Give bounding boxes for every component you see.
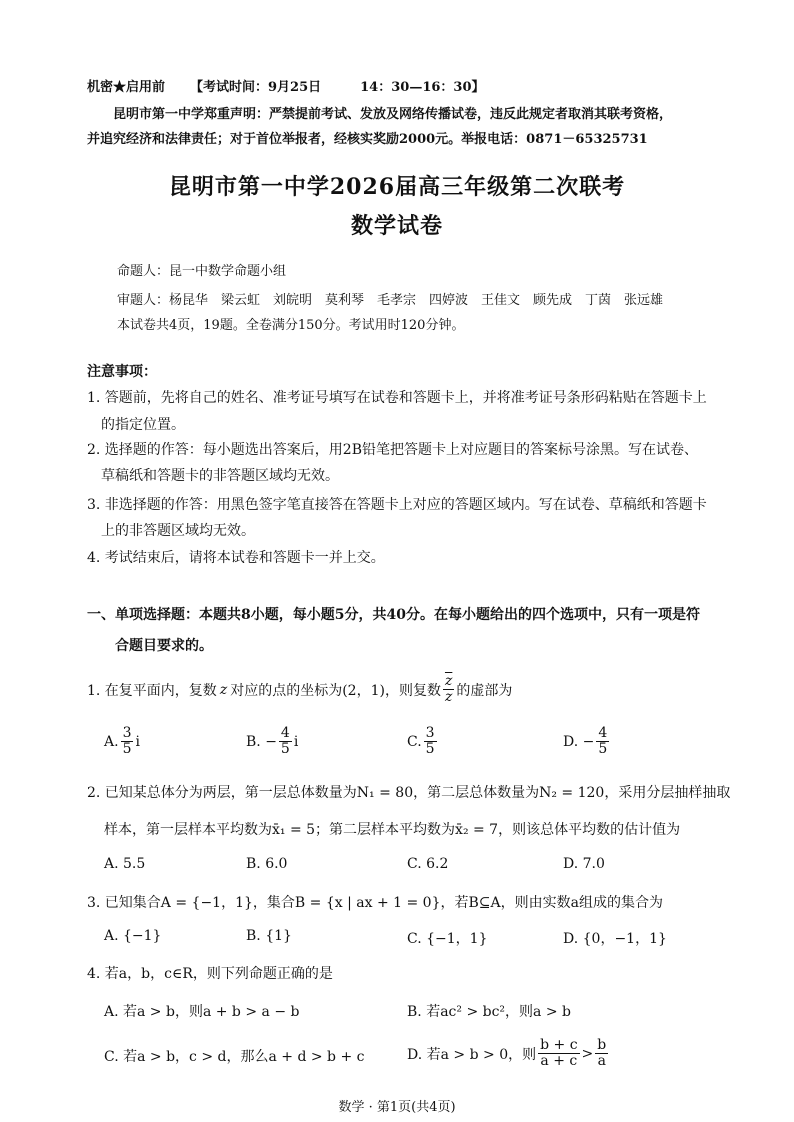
q1-d-fraction: [596, 726, 609, 758]
q1-fraction: [443, 674, 454, 706]
question-2-line-1: 2. 已知某总体分为两层，第一层总体数量为N₁ = 80，第二层总体数量为N₂ = 120，采用分层抽样抽取: [87, 785, 731, 801]
page-footer: 数学 · 第1页(共4页): [338, 1100, 456, 1115]
q1-option-b: [246, 726, 298, 758]
note-3-line-2: 上的非答题区域均无效。: [101, 523, 255, 539]
note-2-line-1: 2. 选择题的作答：每小题选出答案后，用2B铅笔把答题卡上对应题目的答案标号涂黑。写在试卷、: [87, 442, 699, 458]
q2-option-b: B. 6.0: [246, 856, 288, 872]
reviewers-line: 审题人：杨昆华 梁云虹 刘皖明 莫利琴 毛孝宗 四婷波 王佳文 顾先成 丁茵 张远雄: [117, 293, 664, 308]
num: 4: [280, 725, 290, 741]
notice-line-1: 昆明市第一中学郑重声明：严禁提前考试、发放及网络传播试卷，违反此规定者取消其联考资格，: [113, 107, 673, 122]
q4-d-fraction-2: [595, 1038, 608, 1070]
q2-option-d: D. 7.0: [563, 856, 605, 872]
q3-option-b: B. {1}: [246, 928, 292, 944]
note-2-line-2: 草稿纸和答题卡的非答题区域均无效。: [101, 468, 339, 484]
den: 5: [598, 741, 608, 758]
note-1-line-2: 的指定位置。: [101, 417, 185, 433]
q1-b-fraction: [279, 726, 292, 758]
q4-option-c: C. 若a > b，c > d，那么a + d > b + c: [104, 1049, 365, 1065]
q4-option-d: [407, 1038, 610, 1070]
num: 3: [425, 725, 435, 741]
q4-option-a: A. 若a > b，则a + b > a − b: [104, 1004, 300, 1020]
q1-c-fraction: [424, 726, 437, 758]
option-label: D. −: [563, 733, 595, 750]
num: b + c: [540, 1037, 578, 1053]
q2-option-c: C. 6.2: [407, 856, 449, 872]
q3-option-d: D. {0，−1，1}: [563, 931, 667, 947]
option-label: B. −: [246, 733, 277, 750]
q1-stem-a: 1. 在复平面内，复数: [87, 682, 217, 699]
note-1-line-1: 1. 答题前，先将自己的姓名、准考证号填写在试卷和答题卡上，并将准考证号条形码粘贴在答题卡上: [87, 390, 707, 406]
q3-option-a: A. {−1}: [104, 928, 162, 944]
den: a: [597, 1053, 606, 1070]
q1-var-z: z: [219, 681, 228, 698]
note-4: 4. 考试结束后，请将本试卷和答题卡一并上交。: [87, 550, 385, 566]
q4-d-fraction-1: [538, 1038, 579, 1070]
num: b: [597, 1037, 607, 1053]
imag-unit: i: [135, 733, 140, 750]
num: 4: [598, 725, 608, 741]
section-1-line-1: 一、单项选择题：本题共8小题，每小题5分，共40分。在每小题给出的四个选项中，只有一项是符: [87, 607, 700, 623]
greater-than: >: [581, 1045, 594, 1062]
den: 5: [280, 741, 290, 758]
q1-option-a: [104, 726, 140, 758]
confidential-label: 机密★启用前: [87, 80, 166, 95]
imag-unit: i: [293, 733, 299, 750]
q1-option-c: [407, 726, 439, 758]
q1-stem-b: 对应的点的坐标为(2，1)，则复数: [230, 682, 441, 699]
question-3-stem: 3. 已知集合A = {−1，1}，集合B = {x | ax + 1 = 0}，若B⊆A，则由实数a组成的集合为: [87, 895, 663, 911]
q4-d-pre: D. 若a > b > 0，则: [407, 1046, 537, 1063]
section-1-line-2: 合题目要求的。: [115, 638, 213, 654]
notes-heading: 注意事项：: [87, 364, 157, 380]
notice-line-2: 并追究经济和法律责任；对于首位举报者，经核实奖励2000元。举报电话：0871－65325731: [87, 132, 648, 147]
den: 5: [425, 741, 435, 758]
q1-fraction-den: z: [444, 689, 453, 706]
exam-title: 昆明市第一中学2026届高三年级第二次联考: [168, 174, 626, 200]
exam-subtitle: 数学试卷: [350, 213, 443, 239]
q1-option-d: [563, 726, 611, 758]
exam-time: 【考试时间：9月25日 14：30—16：30】: [190, 80, 485, 95]
q1-a-fraction: [121, 726, 134, 758]
note-3-line-1: 3. 非选择题的作答：用黑色签字笔直接答在答题卡上对应的答题区域内。写在试卷、草稿纸和答题卡: [87, 497, 707, 513]
q4-option-b: B. 若ac² > bc²，则a > b: [407, 1004, 571, 1020]
den: a + c: [540, 1053, 578, 1070]
den: 5: [122, 741, 132, 758]
exam-info: 本试卷共4页，19题。全卷满分150分。考试用时120分钟。: [117, 318, 465, 333]
q2-option-a: A. 5.5: [104, 856, 146, 872]
question-2-line-2: 样本，第一层样本平均数为x̄₁ = 5；第二层样本平均数为x̄₂ = 7，则该总体平均数的估计值为: [104, 822, 681, 838]
q1-fraction-num: $\overline{z}$: [444, 673, 453, 689]
question-1-stem: [87, 674, 512, 706]
option-label: C.: [407, 733, 422, 750]
q3-option-c: C. {−1，1}: [407, 931, 488, 947]
q1-stem-c: 的虚部为: [456, 682, 513, 699]
question-4-stem: 4. 若a，b，c∈R，则下列命题正确的是: [87, 966, 333, 982]
author-line: 命题人：昆一中数学命题小组: [117, 264, 287, 279]
num: 3: [122, 725, 132, 741]
option-label: A.: [104, 733, 119, 750]
